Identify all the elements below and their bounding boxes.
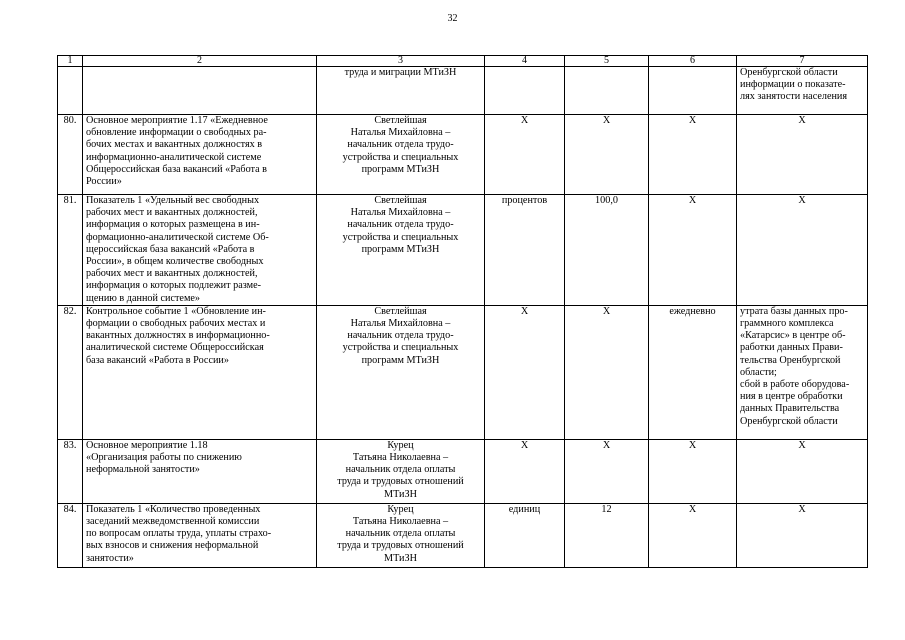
text-line: Х	[798, 503, 806, 515]
unit-cell: процентов	[485, 195, 565, 306]
column-number-row	[58, 56, 868, 67]
text-line: области;	[740, 366, 777, 378]
text-line: устройства и специальных	[342, 342, 459, 354]
risk-cell	[737, 115, 868, 195]
text-line: Оренбургской области	[740, 415, 838, 427]
text-line: программ МТиЗН	[361, 163, 440, 175]
table-row	[58, 503, 868, 567]
unit-cell	[485, 67, 565, 115]
column-header: 6	[649, 56, 737, 67]
unit-cell: Х	[485, 115, 565, 195]
text-line: сбой в работе оборудова-	[740, 379, 850, 391]
text-line: Оренбургской области	[740, 67, 838, 78]
text-line: щению в данной системе»	[86, 292, 201, 304]
description-cell	[83, 439, 317, 503]
text-line: начальник отдела трудо-	[347, 139, 454, 151]
column-header: 5	[565, 56, 649, 67]
text-line: Наталья Михайловна –	[350, 207, 451, 219]
table-row	[58, 305, 868, 439]
column-header: 7	[737, 56, 868, 67]
row-number-cell: 81.	[58, 195, 83, 306]
row-number-cell: 82.	[58, 305, 83, 439]
text-line: утрата базы данных про-	[740, 305, 848, 317]
period-cell: Х	[649, 503, 737, 567]
text-line: начальник отдела оплаты	[345, 528, 456, 540]
text-line: неформальной занятости»	[86, 464, 200, 476]
row-number-cell: 80.	[58, 115, 83, 195]
text-line: труда и трудовых отношений	[337, 540, 464, 552]
responsible-executor-cell	[317, 503, 485, 567]
text-line: начальник отдела оплаты	[345, 464, 456, 476]
row-number-cell	[58, 67, 83, 115]
text-line: рабочих мест и вакантных должностей,	[86, 207, 258, 219]
text-line: формационно-аналитической системе Об-	[86, 231, 269, 243]
text-line: тельства Оренбургской	[740, 354, 841, 366]
text-line: Наталья Михайловна –	[350, 318, 451, 330]
text-line: труда и миграции МТиЗН	[344, 67, 457, 78]
value-cell	[565, 67, 649, 115]
text-line: труда и трудовых отношений	[337, 476, 464, 488]
text-line: программ МТиЗН	[361, 243, 440, 255]
unit-cell: Х	[485, 305, 565, 439]
text-line: программ МТиЗН	[361, 354, 440, 366]
text-line: рабочих мест и вакантных должностей,	[86, 268, 258, 280]
text-line: Х	[798, 439, 806, 451]
text-line: «Организация работы по снижению	[86, 452, 242, 464]
text-line: России»	[86, 176, 122, 188]
unit-cell: единиц	[485, 503, 565, 567]
table-row	[58, 115, 868, 195]
text-line: информации о показате-	[740, 79, 846, 91]
text-line: Татьяна Николаевна –	[352, 452, 449, 464]
text-line: бочих местах и вакантных должностях в	[86, 139, 263, 151]
text-line: формации о свободных рабочих местах и	[86, 318, 266, 330]
text-line: устройства и специальных	[342, 151, 459, 163]
measures-table	[57, 55, 868, 568]
risk-cell	[737, 67, 868, 115]
text-line: информация о которых размещена в ин-	[86, 219, 260, 231]
text-line: заседаний межведомственной комиссии	[86, 516, 260, 528]
text-line: щероссийская база вакансий «Работа в	[86, 243, 255, 255]
text-line: Курец	[387, 439, 414, 451]
text-line: вакантных должностях в информационно-	[86, 330, 270, 342]
column-header: 2	[83, 56, 317, 67]
value-cell: Х	[565, 115, 649, 195]
column-header: 4	[485, 56, 565, 67]
text-line: занятости»	[86, 552, 134, 564]
text-line: Показатель 1 «Количество проведенных	[86, 503, 261, 515]
text-line: данных Правительства	[740, 403, 840, 415]
text-line: аналитической системе Общероссийская	[86, 342, 264, 354]
text-line: начальник отдела трудо-	[347, 330, 454, 342]
value-cell: 12	[565, 503, 649, 567]
text-line: Общероссийская база вакансий «Работа в	[86, 163, 267, 175]
table-row	[58, 67, 868, 115]
description-cell	[83, 305, 317, 439]
responsible-executor-cell	[317, 195, 485, 306]
text-line: Светлейшая	[374, 115, 427, 126]
text-line: лях занятости населения	[740, 91, 848, 103]
text-line: Х	[798, 195, 806, 206]
text-line: Контрольное событие 1 «Обновление ин-	[86, 305, 266, 317]
text-line: России», в общем количестве свободных	[86, 256, 264, 268]
responsible-executor-cell	[317, 115, 485, 195]
period-cell: Х	[649, 439, 737, 503]
description-cell	[83, 195, 317, 306]
responsible-executor-cell	[317, 305, 485, 439]
risk-cell	[737, 503, 868, 567]
risk-cell	[737, 305, 868, 439]
text-line: ния в центре обработки	[740, 391, 843, 403]
risk-cell	[737, 195, 868, 306]
table-row	[58, 439, 868, 503]
period-cell	[649, 67, 737, 115]
text-line: Наталья Михайловна –	[350, 127, 451, 139]
responsible-executor-cell	[317, 439, 485, 503]
unit-cell: Х	[485, 439, 565, 503]
responsible-executor-cell	[317, 67, 485, 115]
value-cell: Х	[565, 439, 649, 503]
period-cell: Х	[649, 115, 737, 195]
value-cell: 100,0	[565, 195, 649, 306]
text-line: работки данных Прави-	[740, 342, 843, 354]
row-number-cell: 84.	[58, 503, 83, 567]
text-line: Светлейшая	[374, 195, 427, 206]
description-cell	[83, 67, 317, 115]
text-line: начальник отдела трудо-	[347, 219, 454, 231]
text-line: информационно-аналитической системе	[86, 151, 262, 163]
text-line: Основное мероприятие 1.17 «Ежедневное	[86, 115, 268, 126]
text-line: по вопросам оплаты труда, уплаты страхо-	[86, 528, 272, 540]
row-number-cell: 83.	[58, 439, 83, 503]
text-line: информация о которых подлежит разме-	[86, 280, 261, 292]
text-line: Основное мероприятие 1.18	[86, 439, 208, 451]
text-line: Показатель 1 «Удельный вес свободных	[86, 195, 260, 206]
text-line: Светлейшая	[374, 305, 427, 317]
text-line: обновление информации о свободных ра-	[86, 127, 267, 139]
period-cell: ежедневно	[649, 305, 737, 439]
text-line: граммного комплекса	[740, 318, 834, 330]
text-line: вых взносов и снижения неформальной	[86, 540, 259, 552]
description-cell	[83, 115, 317, 195]
risk-cell	[737, 439, 868, 503]
page-number: 32	[447, 13, 458, 24]
text-line: Х	[798, 115, 806, 126]
text-line: Татьяна Николаевна –	[352, 516, 449, 528]
text-line: МТиЗН	[384, 488, 417, 500]
description-cell	[83, 503, 317, 567]
text-line: Курец	[387, 503, 414, 515]
value-cell: Х	[565, 305, 649, 439]
period-cell: Х	[649, 195, 737, 306]
text-line: «Катарсис» в центре об-	[740, 330, 846, 342]
text-line: устройства и специальных	[342, 231, 459, 243]
text-line: МТиЗН	[384, 552, 417, 564]
column-header: 1	[58, 56, 83, 67]
column-header: 3	[317, 56, 485, 67]
table-row	[58, 195, 868, 306]
text-line: база вакансий «Работа в России»	[86, 354, 229, 366]
